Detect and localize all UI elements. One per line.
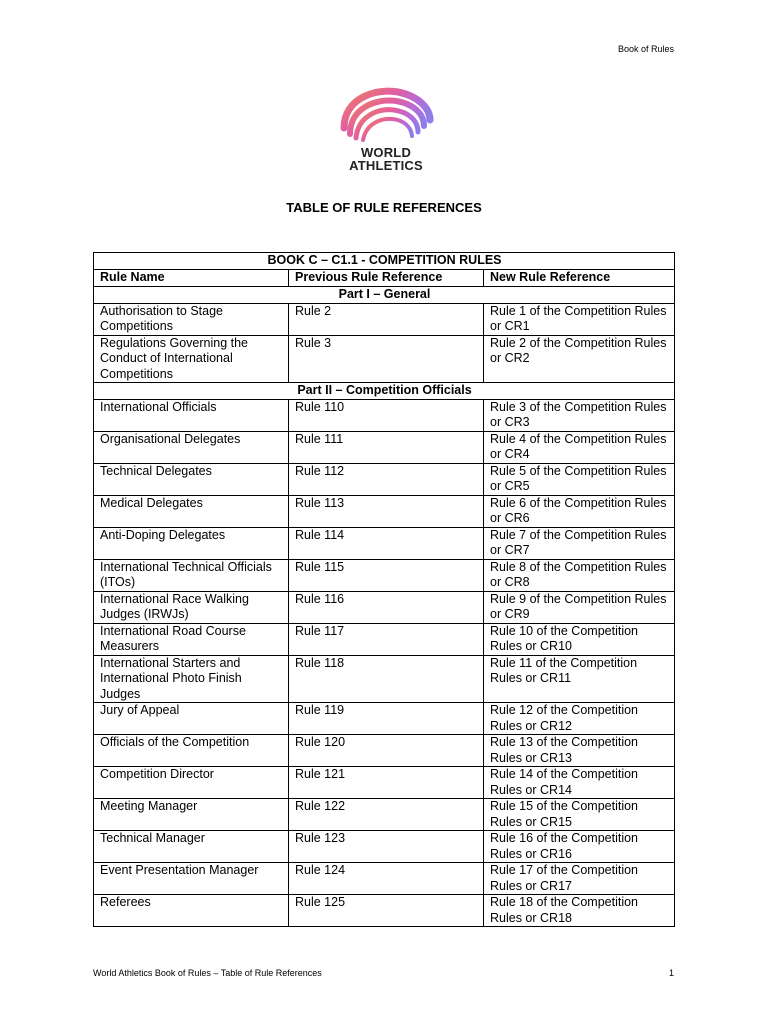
new-reference-cell: Rule 10 of the Competition Rules or CR10 <box>484 623 675 655</box>
previous-reference-cell: Rule 119 <box>289 703 484 735</box>
previous-reference-cell: Rule 120 <box>289 735 484 767</box>
new-reference-cell: Rule 2 of the Competition Rules or CR2 <box>484 335 675 383</box>
new-reference-cell: Rule 12 of the Competition Rules or CR12 <box>484 703 675 735</box>
table-row <box>94 655 675 703</box>
table-row <box>94 559 675 591</box>
table-row <box>94 591 675 623</box>
rule-name-cell: Jury of Appeal <box>94 703 289 735</box>
previous-reference-cell: Rule 125 <box>289 895 484 927</box>
rule-name-cell: Referees <box>94 895 289 927</box>
previous-reference-cell: Rule 123 <box>289 831 484 863</box>
table-row <box>94 703 675 735</box>
previous-reference-cell: Rule 113 <box>289 495 484 527</box>
table-row <box>94 895 675 927</box>
rule-references-table <box>93 252 675 927</box>
logo-line-2: ATHLETICS <box>349 158 423 173</box>
rule-name-cell: International Officials <box>94 399 289 431</box>
table-row <box>94 831 675 863</box>
column-header-previous-reference: Previous Rule Reference <box>289 270 484 287</box>
previous-reference-cell: Rule 122 <box>289 799 484 831</box>
rule-name-cell: Meeting Manager <box>94 799 289 831</box>
previous-reference-cell: Rule 3 <box>289 335 484 383</box>
table-row <box>94 623 675 655</box>
table-row <box>94 735 675 767</box>
book-heading-row <box>94 253 675 270</box>
footer-title: World Athletics Book of Rules – Table of Rule References <box>93 968 322 978</box>
rule-name-cell: Organisational Delegates <box>94 431 289 463</box>
previous-reference-cell: Rule 2 <box>289 303 484 335</box>
table-row <box>94 799 675 831</box>
previous-reference-cell: Rule 121 <box>289 767 484 799</box>
new-reference-cell: Rule 5 of the Competition Rules or CR5 <box>484 463 675 495</box>
new-reference-cell: Rule 14 of the Competition Rules or CR14 <box>484 767 675 799</box>
logo-line-1: WORLD <box>360 145 412 160</box>
previous-reference-cell: Rule 115 <box>289 559 484 591</box>
previous-reference-cell: Rule 112 <box>289 463 484 495</box>
table-row <box>94 767 675 799</box>
table-row <box>94 303 675 335</box>
world-athletics-logo <box>336 84 436 176</box>
rule-name-cell: Officials of the Competition <box>94 735 289 767</box>
running-header: Book of Rules <box>617 44 674 54</box>
previous-reference-cell: Rule 118 <box>289 655 484 703</box>
previous-reference-cell: Rule 110 <box>289 399 484 431</box>
previous-reference-cell: Rule 117 <box>289 623 484 655</box>
new-reference-cell: Rule 9 of the Competition Rules or CR9 <box>484 591 675 623</box>
new-reference-cell: Rule 1 of the Competition Rules or CR1 <box>484 303 675 335</box>
new-reference-cell: Rule 17 of the Competition Rules or CR17 <box>484 863 675 895</box>
rule-name-cell: International Starters and International Photo Finish Judges <box>94 655 289 703</box>
part-heading-row <box>94 383 675 400</box>
table-row <box>94 335 675 383</box>
logo-arc-icon <box>336 84 436 146</box>
new-reference-cell: Rule 6 of the Competition Rules or CR6 <box>484 495 675 527</box>
part-heading: Part I – General <box>94 287 675 304</box>
rule-name-cell: Technical Manager <box>94 831 289 863</box>
table-row <box>94 463 675 495</box>
previous-reference-cell: Rule 116 <box>289 591 484 623</box>
previous-reference-cell: Rule 124 <box>289 863 484 895</box>
table-row <box>94 863 675 895</box>
document-title: TABLE OF RULE REFERENCES <box>286 200 482 215</box>
table-row <box>94 399 675 431</box>
table-row <box>94 495 675 527</box>
part-heading-row <box>94 287 675 304</box>
rule-name-cell: Technical Delegates <box>94 463 289 495</box>
rule-name-cell: Anti-Doping Delegates <box>94 527 289 559</box>
previous-reference-cell: Rule 114 <box>289 527 484 559</box>
rule-references-body <box>94 253 675 927</box>
book-heading: BOOK C – C1.1 - COMPETITION RULES <box>94 253 675 270</box>
table-row <box>94 431 675 463</box>
page-number: 1 <box>668 968 674 978</box>
new-reference-cell: Rule 13 of the Competition Rules or CR13 <box>484 735 675 767</box>
new-reference-cell: Rule 8 of the Competition Rules or CR8 <box>484 559 675 591</box>
rule-name-cell: International Race Walking Judges (IRWJs) <box>94 591 289 623</box>
rule-name-cell: Event Presentation Manager <box>94 863 289 895</box>
rule-name-cell: Medical Delegates <box>94 495 289 527</box>
rule-name-cell: International Road Course Measurers <box>94 623 289 655</box>
table-row <box>94 527 675 559</box>
column-header-row <box>94 270 675 287</box>
new-reference-cell: Rule 11 of the Competition Rules or CR11 <box>484 655 675 703</box>
part-heading: Part II – Competition Officials <box>94 383 675 400</box>
rule-name-cell: Competition Director <box>94 767 289 799</box>
new-reference-cell: Rule 7 of the Competition Rules or CR7 <box>484 527 675 559</box>
new-reference-cell: Rule 15 of the Competition Rules or CR15 <box>484 799 675 831</box>
column-header-rule-name: Rule Name <box>94 270 289 287</box>
rule-name-cell: International Technical Officials (ITOs) <box>94 559 289 591</box>
new-reference-cell: Rule 3 of the Competition Rules or CR3 <box>484 399 675 431</box>
rule-name-cell: Authorisation to Stage Competitions <box>94 303 289 335</box>
new-reference-cell: Rule 18 of the Competition Rules or CR18 <box>484 895 675 927</box>
new-reference-cell: Rule 16 of the Competition Rules or CR16 <box>484 831 675 863</box>
new-reference-cell: Rule 4 of the Competition Rules or CR4 <box>484 431 675 463</box>
rule-name-cell: Regulations Governing the Conduct of International Competitions <box>94 335 289 383</box>
column-header-new-reference: New Rule Reference <box>484 270 675 287</box>
previous-reference-cell: Rule 111 <box>289 431 484 463</box>
